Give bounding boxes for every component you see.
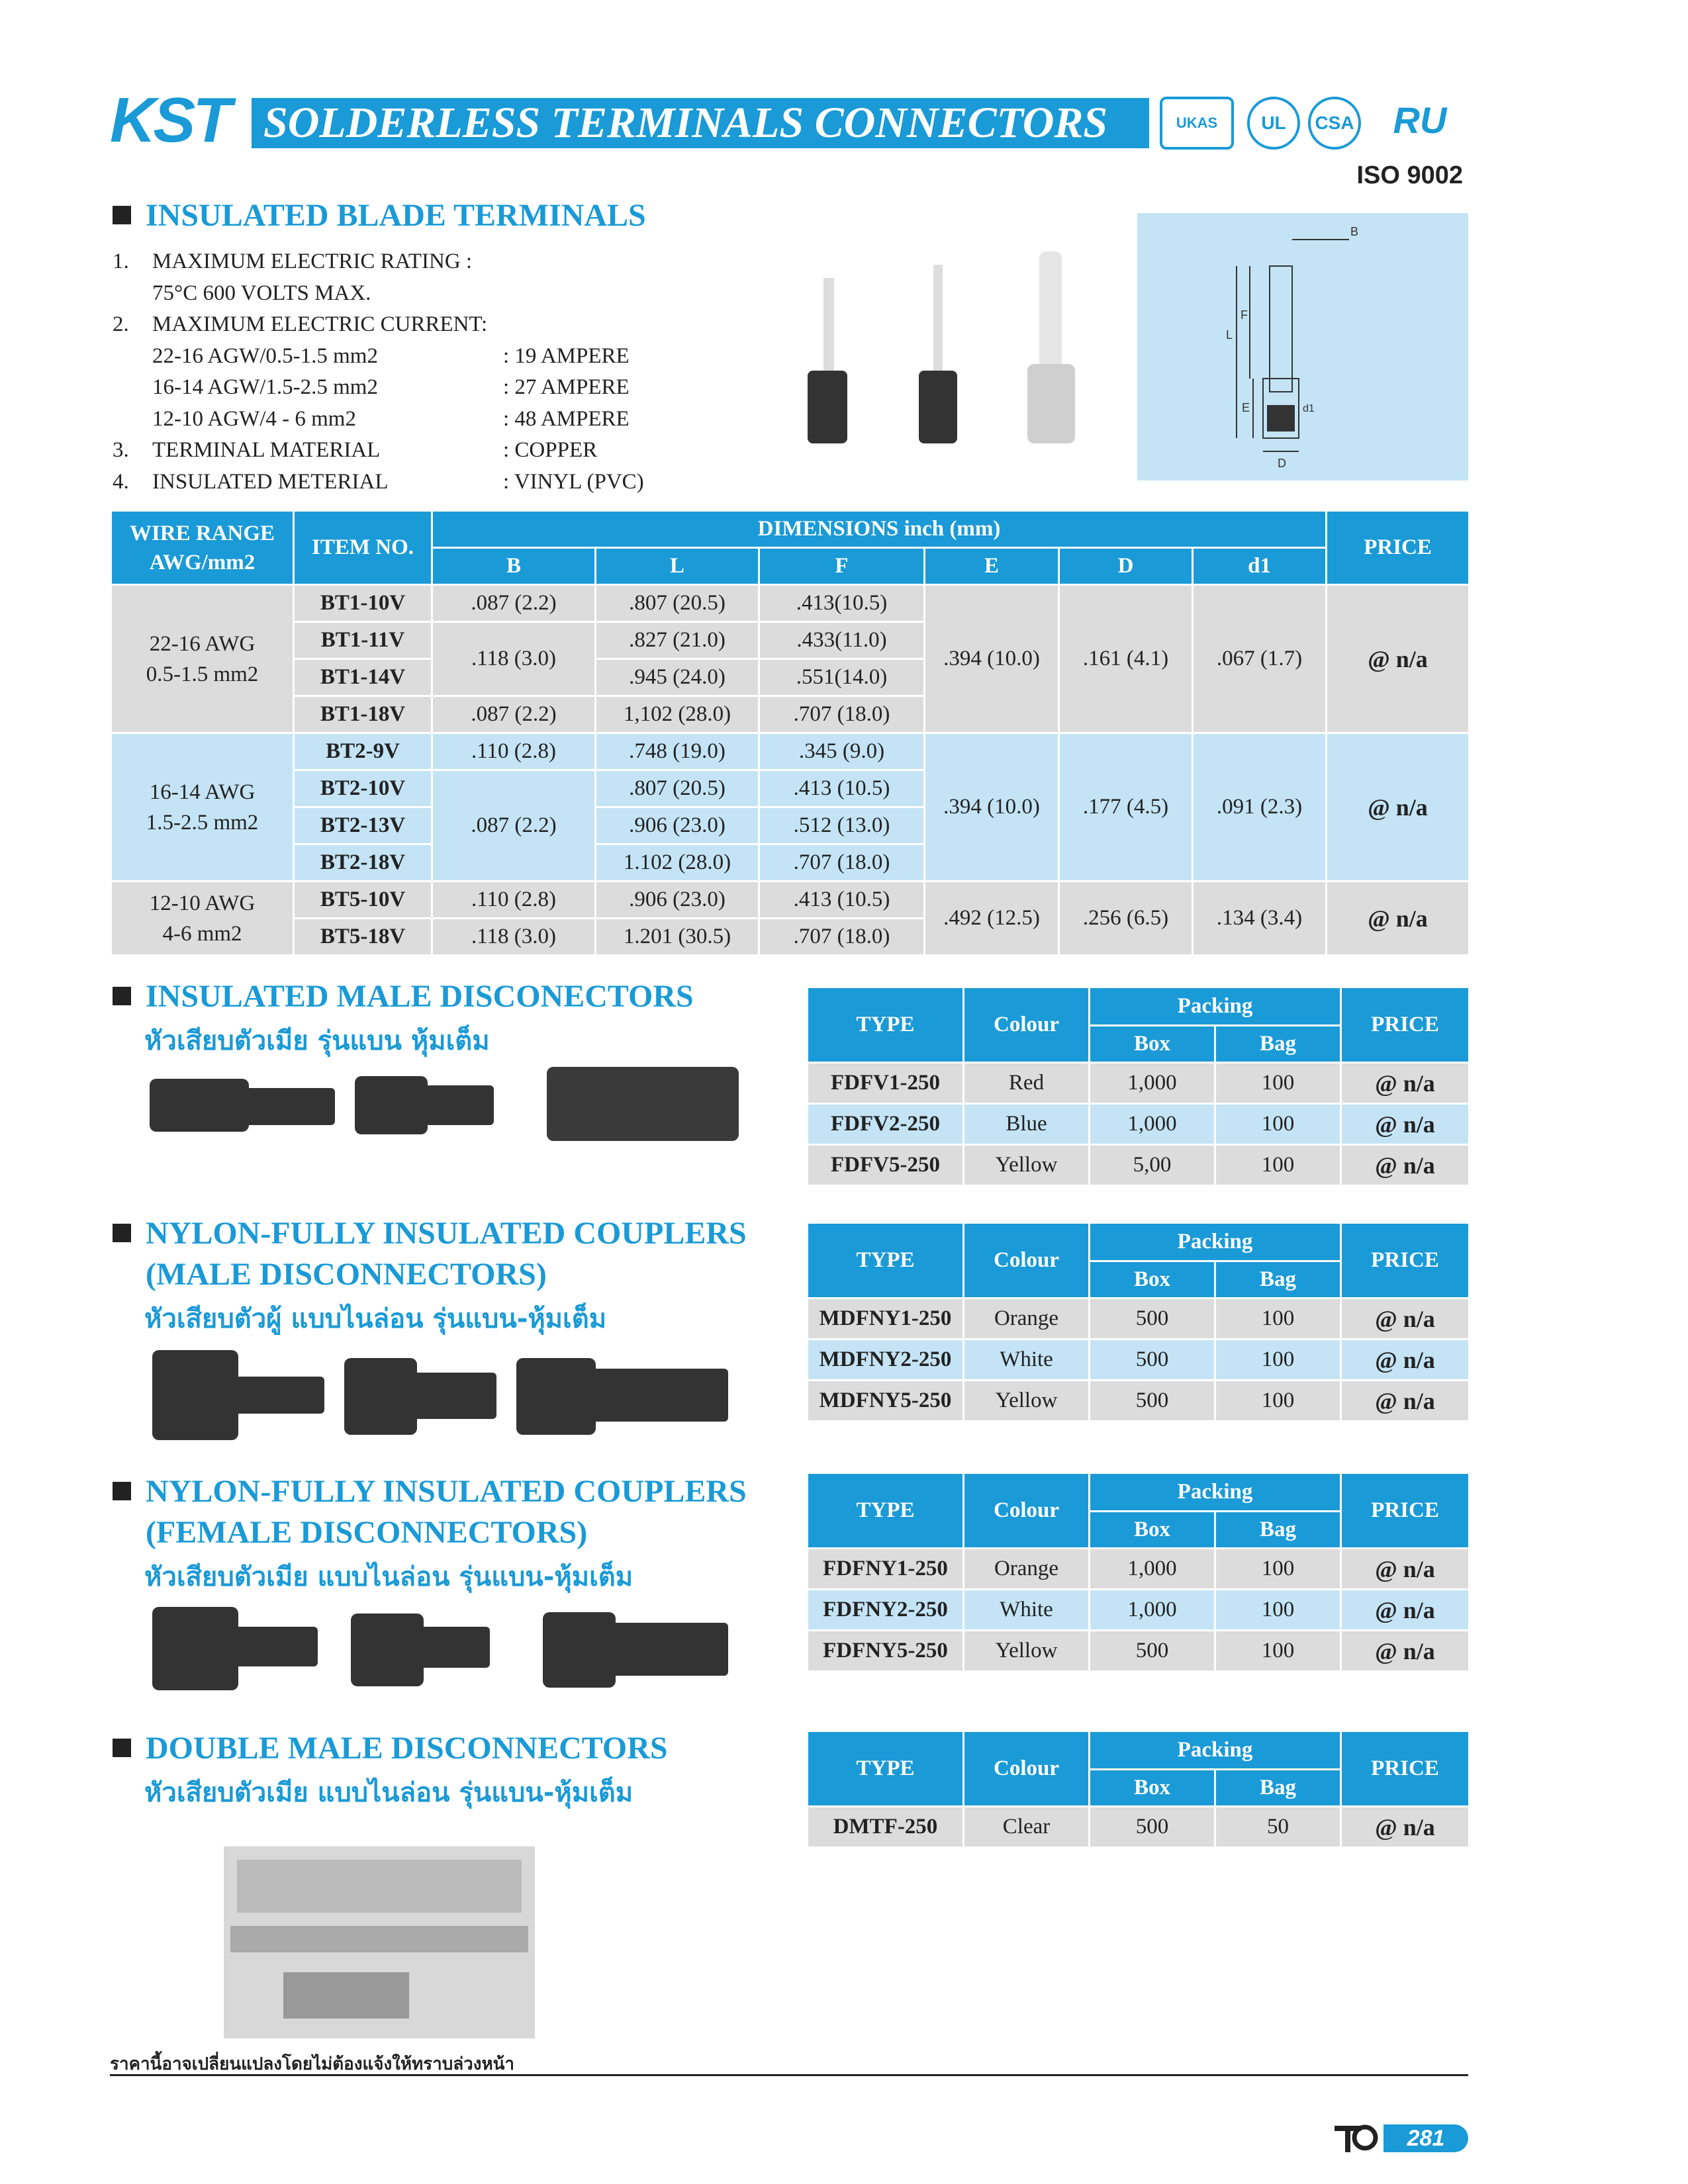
col-b: B bbox=[432, 548, 596, 585]
table-row: FDFV1-250 Red 1,000 100 @ n/a bbox=[808, 1063, 1470, 1104]
nylon-male-heading-sub: (MALE DISCONNECTORS) bbox=[146, 1257, 547, 1292]
ru-cert-icon: RU bbox=[1393, 99, 1447, 141]
iso-label: ISO 9002 bbox=[1356, 161, 1463, 189]
page-title: SOLDERLESS TERMINALS CONNECTORS bbox=[252, 98, 1149, 148]
col-e: E bbox=[925, 548, 1059, 585]
price-cell: @ n/a bbox=[1327, 585, 1470, 733]
diagram-label-f: F bbox=[1241, 308, 1248, 322]
diagram-label-e: E bbox=[1242, 401, 1250, 414]
nylon-female-thai-subtitle: หัวเสียบตัวเมีย แบบไนล่อน รุ่นแบน-หุ้มเต็ม bbox=[144, 1562, 633, 1592]
wire-range-cell: 12-10 AWG 4-6 mm2 bbox=[111, 882, 294, 956]
table-row: FDFNY5-250 Yellow 500 100 @ n/a bbox=[808, 1631, 1470, 1672]
male-heading: INSULATED MALE DISCONECTORS bbox=[113, 977, 694, 1017]
table-row: FDFV2-250 Blue 1,000 100 @ n/a bbox=[808, 1104, 1470, 1145]
double-male-thai-subtitle: หัวเสียบตัวเมีย แบบไนล่อน รุ่นแบน-หุ้มเต็ม bbox=[144, 1778, 633, 1808]
kst-logo: KST bbox=[110, 85, 229, 156]
table-row: 22-16 AWG 0.5-1.5 mm2 BT1-10V .087 (2.2) .807 (20.5) .413(10.5) .394 (10.0) .161 (4.1) .067 (1.7) @ n/a bbox=[111, 585, 1470, 622]
diagram-label-d: D bbox=[1278, 457, 1286, 470]
col-d1: d1 bbox=[1193, 548, 1327, 585]
nylon-male-heading: NYLON-FULLY INSULATED COUPLERS bbox=[113, 1214, 747, 1253]
table-row: FDFV5-250 Yellow 5,00 100 @ n/a bbox=[808, 1145, 1470, 1186]
nylon-female-heading: NYLON-FULLY INSULATED COUPLERS bbox=[113, 1472, 747, 1512]
table-row: DMTF-250 Clear 500 50 @ n/a bbox=[808, 1807, 1470, 1848]
diagram-label-b: B bbox=[1350, 225, 1359, 238]
blade-dimension-diagram bbox=[1137, 213, 1468, 480]
table-row: BT5-18V .118 (3.0) 1.201 (30.5) .707 (18.0) bbox=[111, 919, 1470, 956]
price-disclaimer: ราคานี้อาจเปลี่ยนแปลงโดยไม่ต้องแจ้งให้ทราบล่วงหน้า bbox=[110, 2054, 514, 2074]
blade-dimensions-table bbox=[110, 510, 1470, 956]
page-number: 281 bbox=[1383, 2124, 1468, 2152]
double-male-packing-table: TYPE Colour Packing PRICE Box Bag DMTF-250 Clear 500 50 @ n/a bbox=[806, 1730, 1470, 1848]
col-price: PRICE bbox=[1327, 511, 1470, 585]
nylon-male-thai-subtitle: หัวเสียบตัวผู้ แบบไนล่อน รุ่นแบน-หุ้มเต็ม bbox=[144, 1304, 607, 1334]
diagram-label-d1: d1 bbox=[1303, 403, 1315, 414]
blade-terminal-photo bbox=[794, 251, 1105, 450]
male-disconnector-photo bbox=[150, 1066, 732, 1145]
col-dimensions: DIMENSIONS inch (mm) bbox=[432, 511, 1327, 548]
table-row: MDFNY5-250 Yellow 500 100 @ n/a bbox=[808, 1381, 1470, 1422]
table-row: BT2-18V 1.102 (28.0) .707 (18.0) bbox=[111, 844, 1470, 882]
ukas-cert-icon: UKAS bbox=[1160, 97, 1234, 150]
col-item-no: ITEM NO. bbox=[294, 511, 432, 585]
male-packing-table: TYPE Colour Packing PRICE Box Bag FDFV1-250 Red 1,000 100 @ n/a FDFV2-250 Blue 1,000 100 @ n/a FDFV5-250 Yellow 5,00 100 @ n/a bbox=[806, 986, 1470, 1187]
col-l: L bbox=[596, 548, 759, 585]
nylon-female-packing-table: TYPE Colour Packing PRICE Box Bag FDFNY1-250 Orange 1,000 100 @ n/a FDFNY2-250 White 1,000 100 @ n/a FDFNY5-250 Yellow 500 100 @ n/a bbox=[806, 1472, 1470, 1672]
diagram-label-l: L bbox=[1226, 328, 1233, 341]
male-thai-subtitle: หัวเสียบตัวเมีย รุ่นแบน หุ้มเต็ม bbox=[144, 1026, 490, 1056]
table-row: 12-10 AWG 4-6 mm2 BT5-10V .110 (2.8) .906 (23.0) .413 (10.5) .492 (12.5) .256 (6.5) .134 (3.4) @ n/a bbox=[111, 882, 1470, 919]
table-row: FDFNY1-250 Orange 1,000 100 @ n/a bbox=[808, 1549, 1470, 1590]
table-row: FDFNY2-250 White 1,000 100 @ n/a bbox=[808, 1590, 1470, 1631]
csa-cert-icon: CSA bbox=[1308, 97, 1361, 150]
table-row: BT1-18V .087 (2.2) 1,102 (28.0) .707 (18.0) bbox=[111, 696, 1470, 733]
blade-spec-list: 1. MAXIMUM ELECTRIC RATING : 75°C 600 VOLTS MAX. 2. MAXIMUM ELECTRIC CURRENT: 22-16 AGW/0.5-1.5 mm2 : 19 AMPERE 16-14 AGW/1.5-2.5 mm2 : 27 AMPERE 12-10 AGW/4 - 6 mm2 : 48 AMPERE 3. TERMINAL MATERIAL : COPPER 4. INSULATED METERIAL : VINYL (PVC) bbox=[113, 250, 644, 494]
nylon-female-photo bbox=[152, 1607, 735, 1693]
table-row: MDFNY1-250 Orange 500 100 @ n/a bbox=[808, 1298, 1470, 1340]
table-row: 16-14 AWG 1.5-2.5 mm2 BT2-9V .110 (2.8) .748 (19.0) .345 (9.0) .394 (10.0) .177 (4.5) .091 (2.3) @ n/a bbox=[111, 733, 1470, 770]
col-f: F bbox=[759, 548, 925, 585]
table-row: BT1-11V .118 (3.0) .827 (21.0) .433(11.0) bbox=[111, 622, 1470, 659]
double-male-heading: DOUBLE MALE DISCONNECTORS bbox=[113, 1729, 668, 1768]
table-row: BT2-13V .906 (23.0) .512 (13.0) bbox=[111, 807, 1470, 844]
table-row: BT1-14V .945 (24.0) .551(14.0) bbox=[111, 659, 1470, 696]
price-cell: @ n/a bbox=[1327, 882, 1470, 956]
nylon-male-photo bbox=[152, 1350, 735, 1443]
wire-range-cell: 22-16 AWG 0.5-1.5 mm2 bbox=[111, 585, 294, 733]
double-male-photo bbox=[224, 1846, 535, 2038]
table-row: BT2-10V .087 (2.2) .807 (20.5) .413 (10.5) bbox=[111, 770, 1470, 807]
wire-range-cell: 16-14 AWG 1.5-2.5 mm2 bbox=[111, 733, 294, 882]
nylon-female-heading-sub: (FEMALE DISCONNECTORS) bbox=[146, 1515, 588, 1550]
col-wire-range: WIRE RANGE AWG/mm2 bbox=[111, 511, 294, 585]
table-row: MDFNY2-250 White 500 100 @ n/a bbox=[808, 1340, 1470, 1381]
blade-heading: INSULATED BLADE TERMINALS bbox=[113, 196, 646, 236]
col-d: D bbox=[1059, 548, 1193, 585]
footer-divider bbox=[110, 2074, 1468, 2076]
tp-logo-icon bbox=[1335, 2122, 1381, 2155]
ul-cert-icon: UL bbox=[1247, 97, 1300, 150]
nylon-male-packing-table: TYPE Colour Packing PRICE Box Bag MDFNY1-250 Orange 500 100 @ n/a MDFNY2-250 White 500 100 @ n/a MDFNY5-250 Yellow 500 100 @ n/a bbox=[806, 1222, 1470, 1422]
price-cell: @ n/a bbox=[1327, 733, 1470, 882]
